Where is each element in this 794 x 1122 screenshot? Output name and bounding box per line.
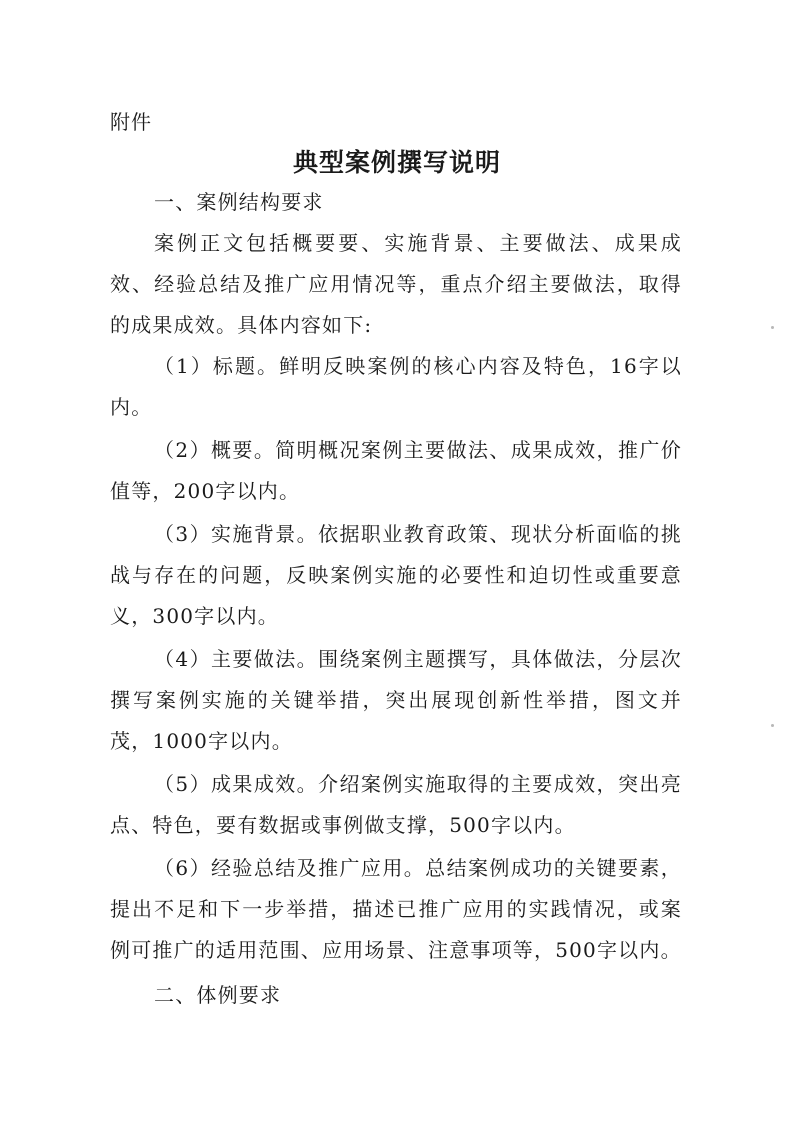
section-heading-format: 二、体例要求	[154, 983, 282, 1007]
item-summary: （2）概要。简明概况案例主要做法、成果成效，推广价值等，200字以内。	[110, 438, 682, 503]
document-body	[110, 182, 682, 1016]
intro-paragraph: 案例正文包括概要要、实施背景、主要做法、成果成效、经验总结及推广应用情况等，重点介绍主要做法，取得的成果成效。具体内容如下:	[110, 231, 682, 337]
item-background: （3）实施背景。依据职业教育政策、现状分析面临的挑战与存在的问题，反映案例实施的必要性和迫切性或重要意义，300字以内。	[110, 522, 682, 628]
item-experience: （6）经验总结及推广应用。总结案例成功的关键要素，提出不足和下一步举措，描述已推广应用的实践情况，或案例可推广的适用范围、应用场景、注意事项等，500字以内。	[110, 856, 682, 962]
item-title: （1）标题。鲜明反映案例的核心内容及特色，16字以内。	[110, 354, 682, 419]
document-title: 典型案例撰写说明	[292, 148, 501, 177]
section-heading-structure: 一、案例结构要求	[154, 190, 324, 214]
attachment-label: 附件	[110, 110, 152, 134]
item-results: （5）成果成效。介绍案例实施取得的主要成效，突出亮点、特色，要有数据或事例做支撑，500字以内。	[110, 772, 682, 837]
scan-speck	[771, 724, 774, 727]
scan-speck	[771, 326, 774, 329]
item-practices: （4）主要做法。围绕案例主题撰写，具体做法，分层次撰写案例实施的关键举措，突出展现创新性举措，图文并茂，1000字以内。	[110, 647, 682, 753]
